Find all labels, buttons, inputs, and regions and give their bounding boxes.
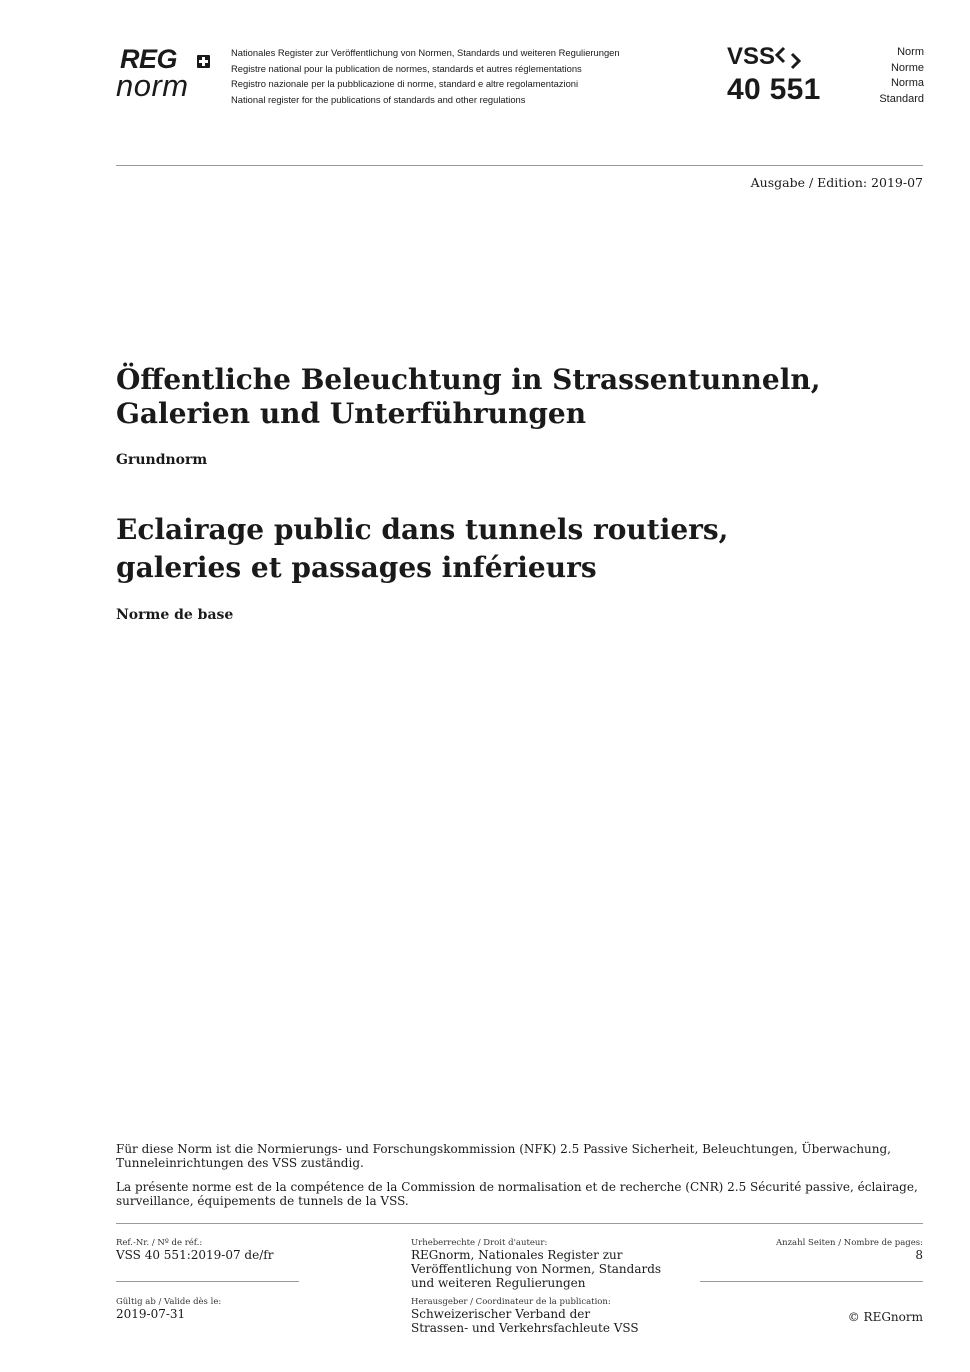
valid-value: 2019-07-31 [116, 1307, 186, 1321]
subtitle-de: Grundnorm [116, 452, 208, 468]
valid-block [116, 1297, 221, 1321]
register-description [231, 45, 620, 107]
vss-chevron-icon [775, 46, 803, 70]
edition-date: Ausgabe / Edition: 2019-07 [750, 175, 923, 190]
vss-brand: VSS [727, 43, 776, 70]
responsibility-de-line1: Für diese Norm ist die Normierungs- und Forschungskommission (NFK) 2.5 Passive Sicherheit, Beleuchtungen, Überwachung, [116, 1142, 891, 1156]
pages-divider [700, 1281, 923, 1282]
register-line-en: National register for the publications of standards and other regulations [231, 93, 526, 105]
standard-number: 40 551 [727, 73, 821, 106]
doc-type-fr: Norme [890, 61, 924, 74]
title-de-line2: Galerien und Unterführungen [116, 397, 587, 430]
header-divider [116, 165, 923, 166]
doc-type-en: Standard [879, 92, 924, 105]
publisher-label: Herausgeber / Coordinateur de la publication: [411, 1297, 611, 1307]
responsibility-fr-line2: surveillance, équipements de tunnels de la VSS. [116, 1194, 409, 1208]
register-line-it: Registro nazionale per la pubblicazione di norme, standard e altre regolamentazioni [231, 78, 579, 89]
regnorm-logo [116, 44, 216, 104]
pages-label: Anzahl Seiten / Nombre de pages: [775, 1238, 923, 1248]
doc-type-it: Norma [890, 77, 924, 89]
subtitle-fr: Norme de base [116, 607, 234, 623]
register-line-fr: Registre national pour la publication de normes, standards et autres réglementations [231, 62, 582, 74]
swiss-cross-icon [197, 55, 210, 68]
responsibility-de-line2: Tunneleinrichtungen des VSS zuständig. [116, 1156, 364, 1170]
publisher-line2: Strassen- und Verkehrsfachleute VSS [411, 1321, 639, 1335]
footer-divider [116, 1223, 923, 1224]
pages-value: 8 [915, 1248, 923, 1262]
publisher-line1: Schweizerischer Verband der [411, 1307, 591, 1321]
logo-reg-text: REG [120, 44, 178, 74]
logo-norm-text: norm [116, 68, 189, 103]
doc-type-de: Norm [897, 46, 924, 58]
register-line-de: Nationales Register zur Veröffentlichung von Normen, Standards und weiteren Regulierungen [231, 47, 620, 58]
title-fr-line1: Eclairage public dans tunnels routiers, [116, 513, 729, 546]
ref-block [116, 1238, 273, 1262]
document-type-list [879, 45, 924, 107]
responsibility-de [116, 1142, 891, 1170]
title-fr-line2: galeries et passages inférieurs [116, 551, 597, 584]
publisher-block [411, 1297, 639, 1335]
copyright-line3: und weiteren Regulierungen [411, 1276, 586, 1290]
title-de-line1: Öffentliche Beleuchtung in Strassentunneln, [116, 363, 821, 396]
pages-block [776, 1238, 923, 1262]
copyright-label: Urheberrechte / Droit d'auteur: [411, 1238, 548, 1248]
copyright-mark: © REGnorm [847, 1310, 923, 1324]
copyright-line2: Veröffentlichung von Normen, Standards [411, 1262, 662, 1276]
vss-logo [727, 44, 837, 104]
ref-label: Ref.-Nr. / Nº de réf.: [116, 1238, 203, 1248]
valid-label: Gültig ab / Valide dès le: [116, 1297, 222, 1307]
responsibility-fr [116, 1180, 918, 1208]
ref-value: VSS 40 551:2019-07 de/fr [116, 1248, 274, 1262]
copyright-line1: REGnorm, Nationales Register zur [411, 1248, 623, 1262]
responsibility-fr-line1: La présente norme est de la compétence de la Commission de normalisation et de recherche (CNR) 2.5 Sécurité passive, éclairage, [116, 1180, 918, 1194]
copyright-block [411, 1238, 661, 1290]
ref-divider [116, 1281, 299, 1282]
